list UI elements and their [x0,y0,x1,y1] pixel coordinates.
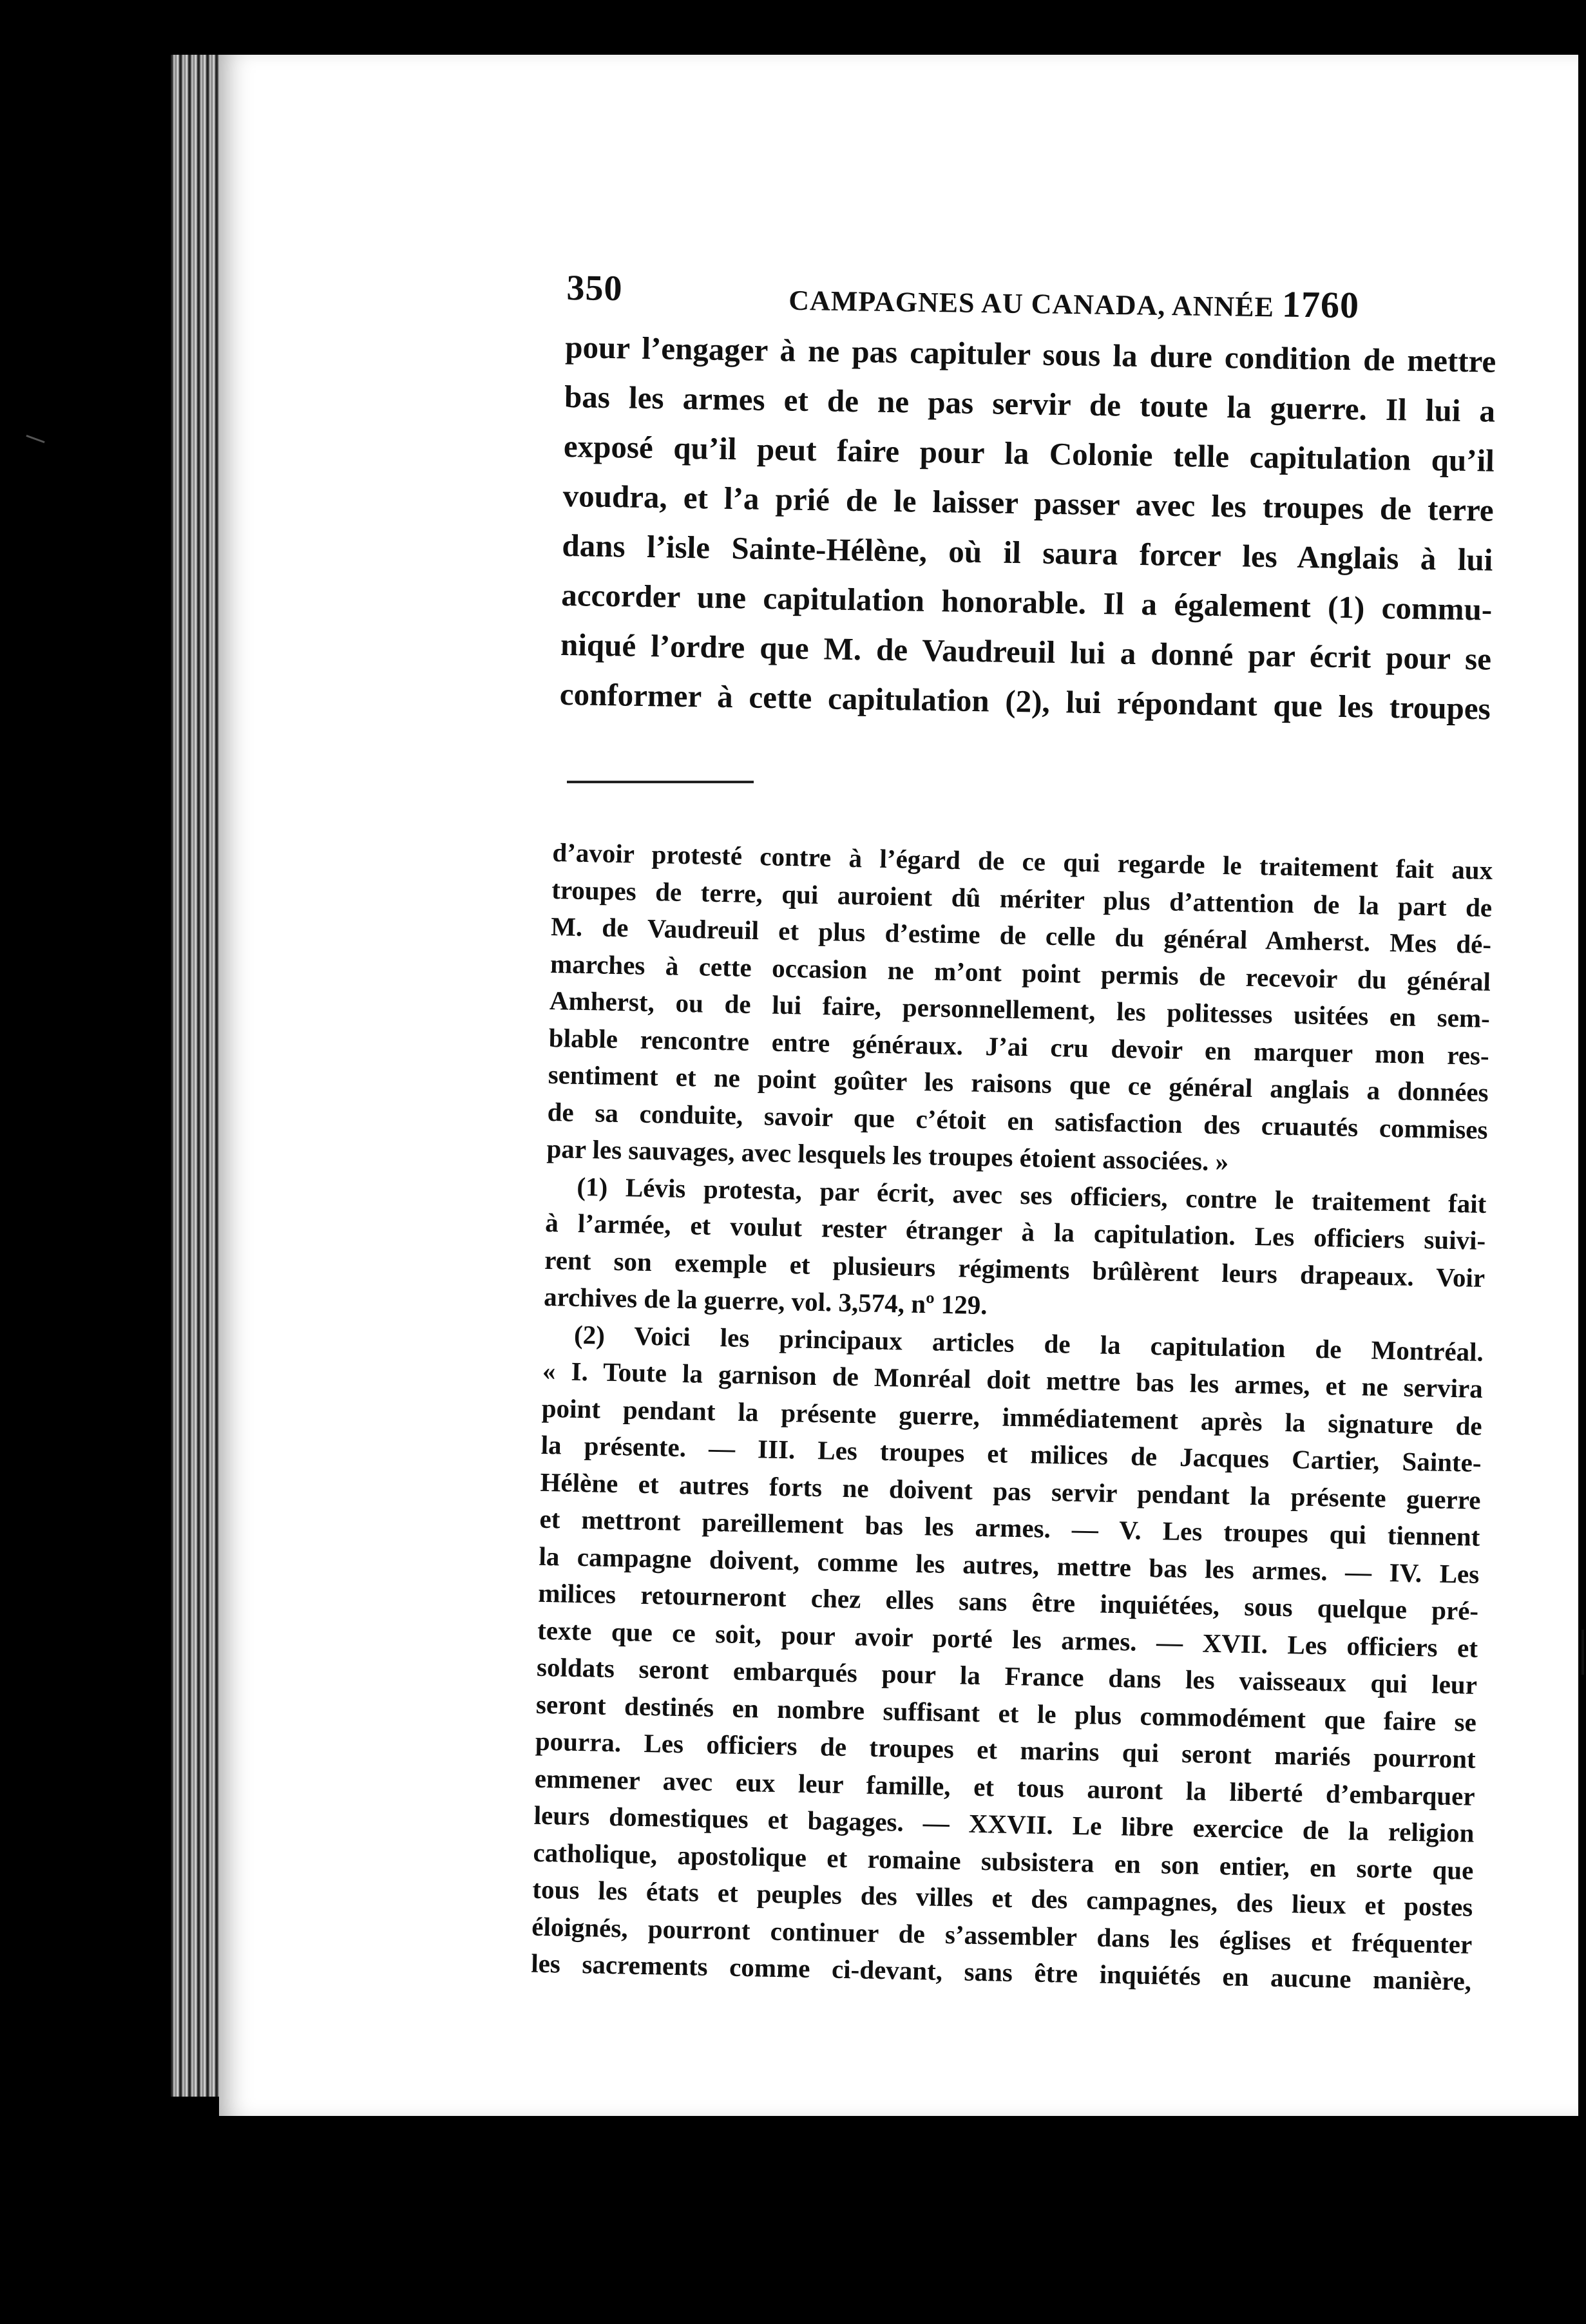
footnote-separator-rule [567,781,754,783]
main-text-line: conformer à cette capitulation (2), lui répondant que les troupes [559,676,1491,727]
footnote-line: par les sauvages, avec lesquels les troupes étoient associées. » [546,1133,1229,1177]
footnote-line: catholique, apostolique et romaine subsistera en son entier, en sorte que [533,1837,1474,1885]
footnote-line: pourra. Les officiers de troupes et marins qui seront mariés pourront [535,1726,1476,1774]
footnote-line: (2) Voici les principaux articles de la capitulation de Montréal. [573,1319,1484,1367]
running-title-text: CAMPAGNES AU CANADA, ANNÉE [788,284,1275,323]
main-text-line: exposé qu’il peut faire pour la Colonie telle capitulation qu’il [563,428,1495,479]
footnote-line: leurs domestiques et bagages. — XXVII. Le libre exercice de la religion [533,1800,1475,1848]
footnote-line: à l’armée, et voulut rester étranger à la capitulation. Les officiers suivi- [544,1207,1486,1255]
footnote-line: milices retourneront chez elles sans être inquiétées, sous quelque pré- [537,1577,1479,1626]
footnote-line: troupes de terre, qui auroient dû mériter plus d’attention de la part de [551,874,1493,922]
footnote-line: sentiment et ne point goûter les raisons que ce général anglais a données [548,1059,1489,1107]
footnote-line: M. de Vaudreuil et plus d’estime de celle du général Amherst. Mes dé- [550,911,1492,959]
main-text-block [559,322,1496,734]
main-text-line: bas les armes et de ne pas servir de toute la guerre. Il lui a [564,378,1496,429]
running-title [788,276,1360,327]
footnote-line: soldats seront embarqués pour la France dans les vaisseaux qui leur [536,1652,1478,1700]
main-text-line: niqué l’ordre que M. de Vaudreuil lui a donné par écrit pour se [560,626,1492,677]
page-number: 350 [566,267,623,309]
main-text-line: pour l’engager à ne pas capituler sous la dure condition de mettre [564,329,1496,379]
footnote-line: texte que ce soit, pour avoir porté les armes. — XVII. Les officiers et [537,1615,1478,1663]
running-title-year: 1760 [1281,283,1360,327]
footnote-line: tous les états et peuples des villes et des campagnes, des lieux et postes [532,1874,1473,1922]
footnotes-block [531,834,1493,2000]
footnote-line: la présente. — III. Les troupes et milices de Jacques Cartier, Sainte- [540,1429,1482,1478]
footnote-line: seront destinés en nombre suffisant et le plus commodément que faire se [535,1689,1477,1737]
footnote-line: les sacrements comme ci-devant, sans être inquiétés en aucune manière, [530,1948,1472,1996]
main-text-line: accorder une capitulation honorable. Il a également (1) commu- [560,576,1493,627]
footnote-line: de sa conduite, savoir que c’étoit en satisfaction des cruautés commises [547,1096,1488,1145]
footnote-line: rent son exemple et plusieurs régiments brûlèrent leurs drapeaux. Voir [544,1244,1486,1293]
footnote-line: archives de la guerre, vol. 3,574, nº 129. [543,1281,988,1320]
footnote-line: (1) Lévis protesta, par écrit, avec ses officiers, contre le traitement fait [577,1171,1487,1219]
main-text-line: dans l’isle Sainte-Hélène, où il saura forcer les Anglais à lui [562,527,1493,578]
footnote-line: d’avoir protesté contre à l’égard de ce qui regarde le traitement fait aux [552,837,1493,886]
footnote-line: « I. Toute la garnison de Monréal doit mettre bas les armes, et ne servira [542,1355,1484,1404]
footnote-line: blable rencontre entre généraux. J’ai cru devoir en marquer mon res- [548,1022,1490,1071]
scan-edge-mark [1581,1630,1584,1675]
footnote-line: point pendant la présente guerre, immédiatement après la signature de [541,1393,1483,1441]
footnote-line: éloignés, pourront continuer de s’assembler dans les églises et fréquenter [531,1911,1473,1959]
main-text-line: voudra, et l’a prié de le laisser passer avec les troupes de terre [562,477,1495,528]
footnote-line: marches à cette occasion ne m’ont point permis de recevoir du général [549,948,1491,996]
scan-speck [26,435,44,443]
footnote-line: et mettront pareillement bas les armes. — V. Les troupes qui tiennent [539,1503,1480,1552]
footnote-line: emmener avec eux leur famille, et tous auront la liberté d’embarquer [534,1763,1476,1811]
footnote-line: Hélène et autres forts ne doivent pas servir pendant la présente guerre [540,1467,1481,1515]
footnote-line: Amherst, ou de lui faire, personnellement, les politesses usitées en sem- [549,985,1491,1033]
footnote-line: la campagne doivent, comme les autres, mettre bas les armes. — IV. Les [539,1541,1480,1589]
